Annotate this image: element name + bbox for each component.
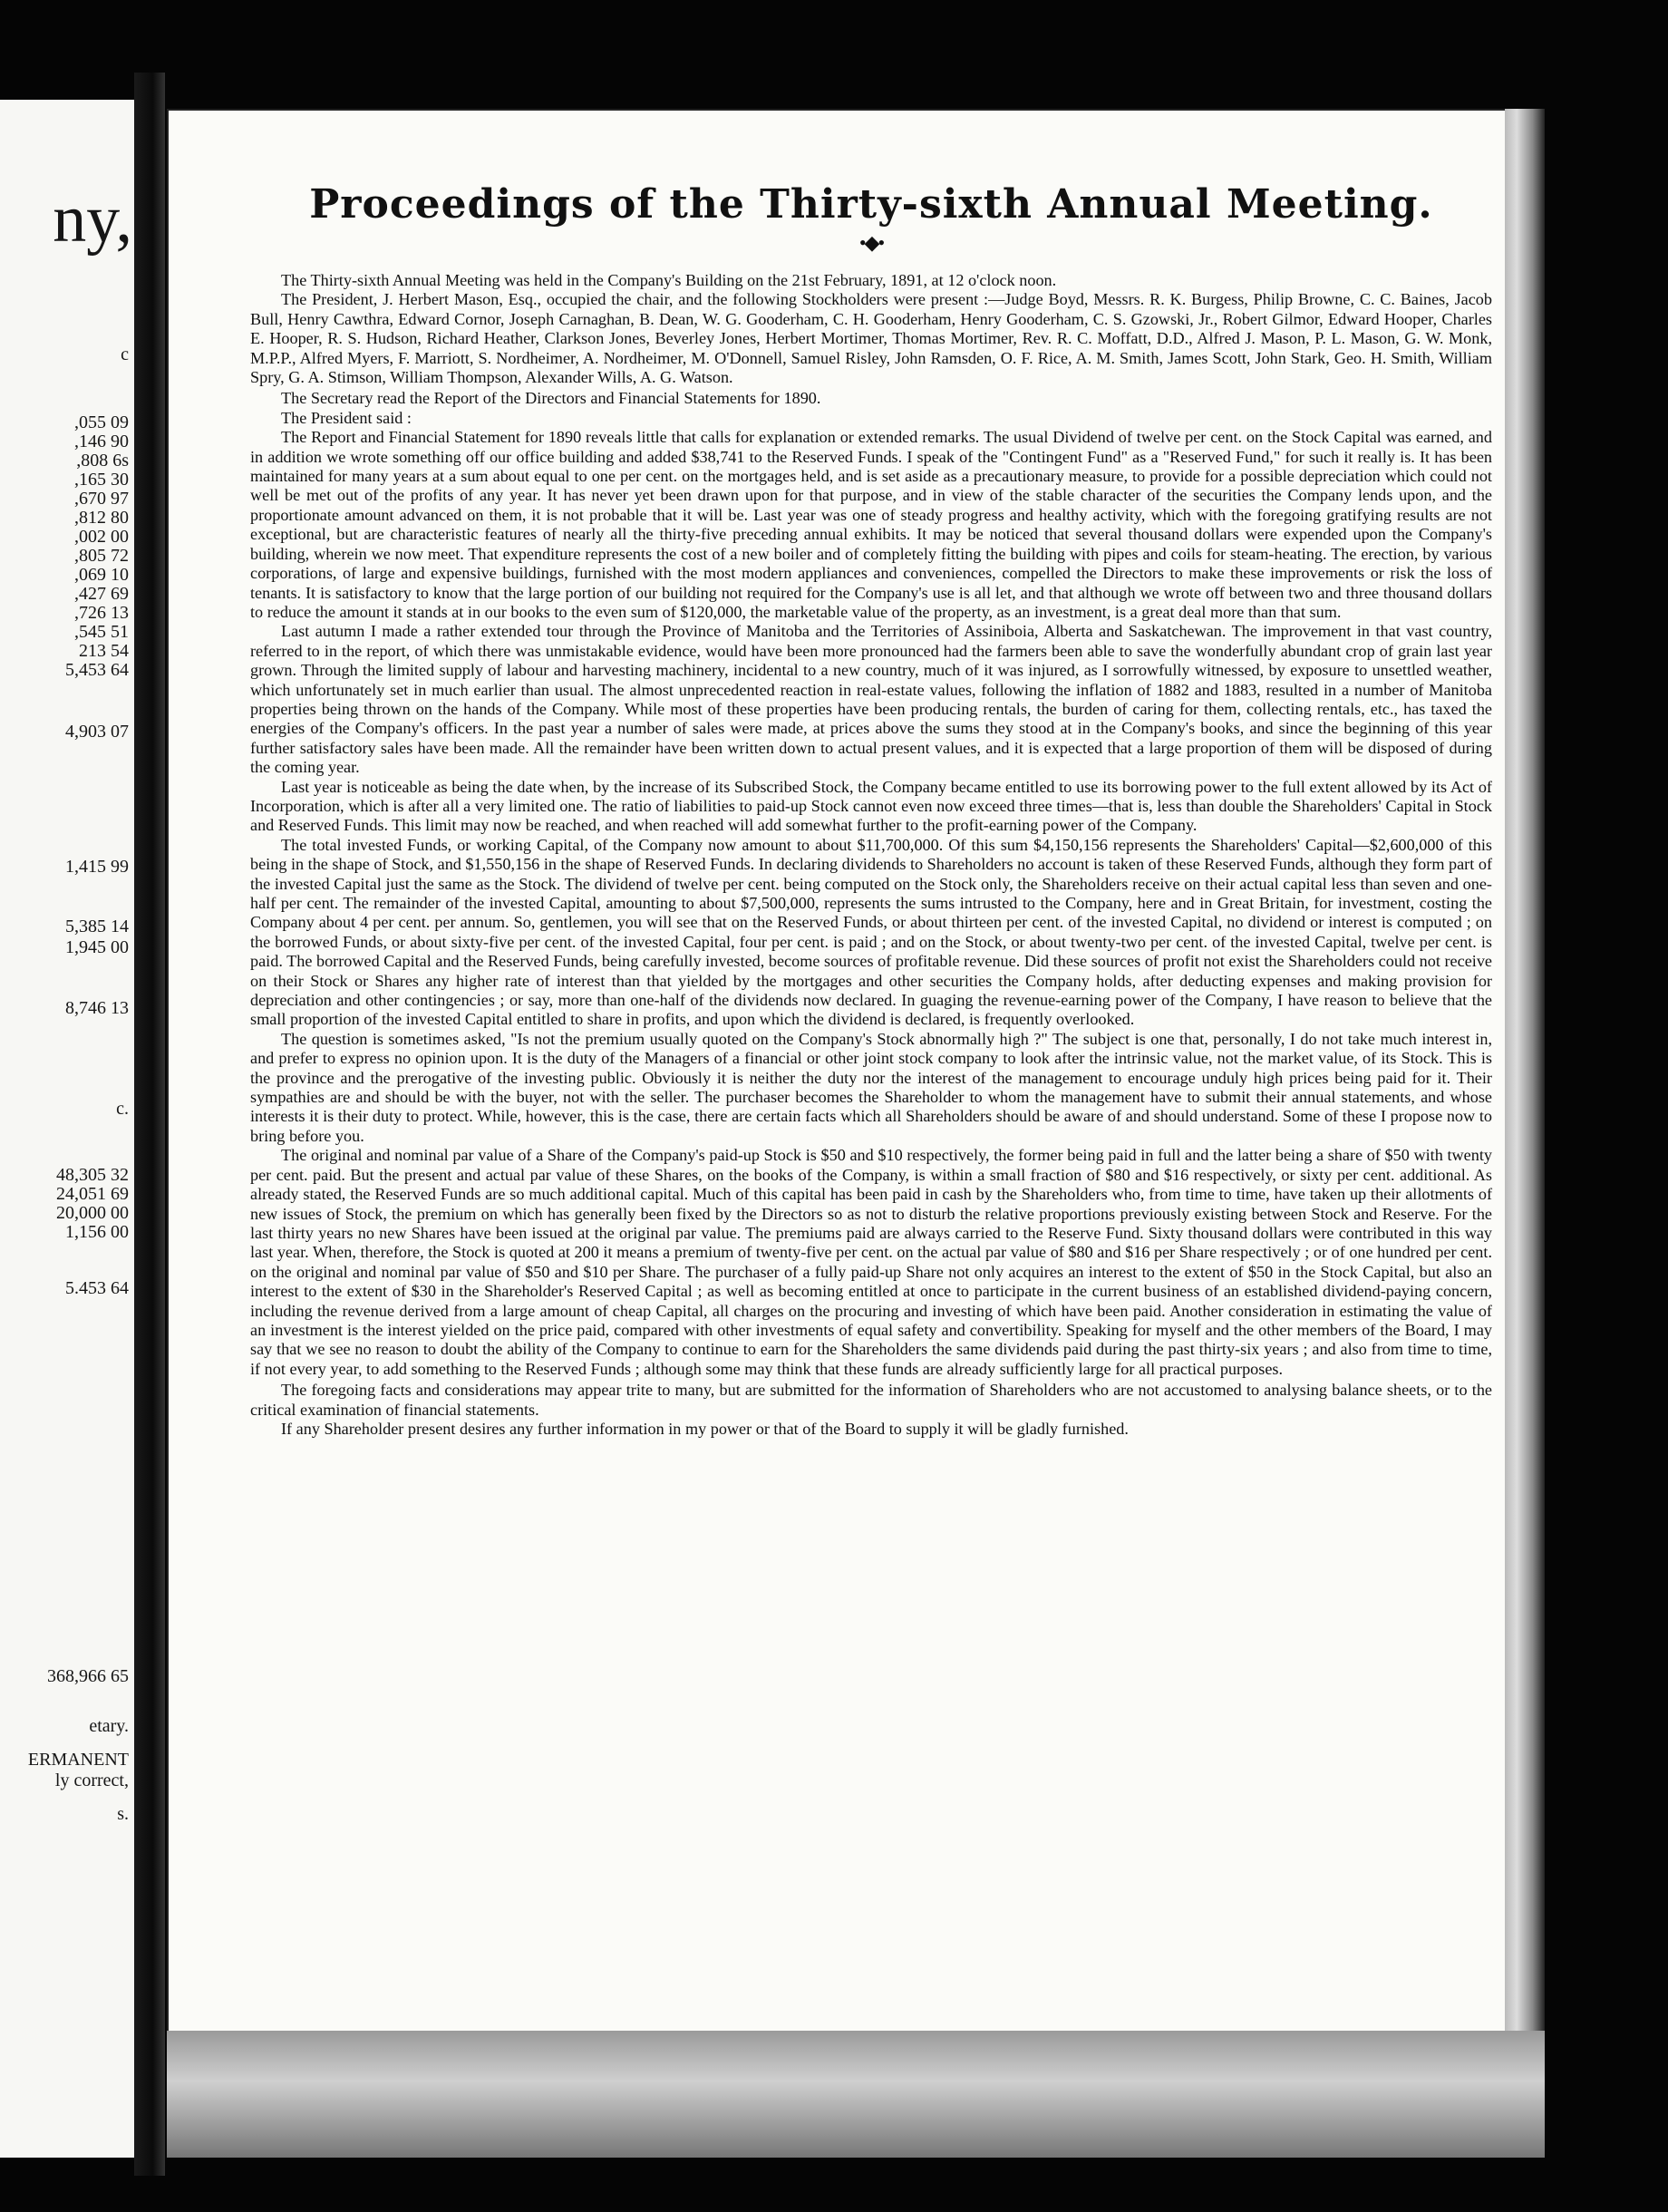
left-page-fragment-n5: ,670 97 [74,489,129,509]
paragraph-meeting-date: The Thirty-sixth Annual Meeting was held in the Company's Building on the 21st February, 1891, at 12 o'clock noon. [281,271,1057,289]
left-page-fragment-n3: ,808 6s [76,451,129,471]
title-ornament: •◆• [858,231,884,254]
left-page-fragment-c1: c [121,344,129,364]
left-page-fragment-n21: 24,051 69 [56,1184,129,1204]
left-facing-page [0,100,134,2158]
paragraph-closing: If any Shareholder present desires any further information in my power or that of the Board to supply it will be gladly furnished. [281,1419,1129,1438]
left-page-fragment-n8: ,805 72 [74,546,129,566]
left-page-fragment-n2: ,146 90 [74,432,129,451]
left-page-fragment-n22: 20,000 00 [56,1203,129,1223]
left-page-fragment-n25: 368,966 65 [47,1666,129,1686]
paragraph-invested-funds: The total invested Funds, or working Capital, of the Company now amount to about $11,700,000. Of this sum $4,150,156 represents the Shareholders' Capital—$2,600,000 of this being in the shape of Stock, and $1,550,156 in the shape of Reserved Funds. In declaring dividends to Shareholders no account is taken of these Reserved Funds, although they form part of the invested Capital just the same as the Stock. The dividend of twelve per cent. being computed on the Stock only, the Shareholders receive on their actual capital less than seven and one-half per cent. The remainder of the invested Capital, amounting to about $7,500,000, represents the sums intrusted to the Company, here and in Great Britain, for investment, costing the Company about 4 per cent. per annum. So, gentlemen, you will see that on the Reserved Funds, or about thirteen per cent. of the invested Capital, no dividend or interest is computed ; on the borrowed Funds, or about sixty-five per cent. of the invested Capital, four per cent. is paid ; and on the Stock, or about twenty-two per cent. of the invested Capital, twelve per cent. is paid. The borrowed Capital and the Reserved Funds, being carefully invested, become sources of profitable revenue. Did these sources of profit not exist the Shareholders could not receive on their Stock or Shares any higher rate of interest than that yielded by the mortgages and other securities the Company holds, after deducting expenses and making provision for depreciation and other contingencies ; or say, more than one-half of the dividends now declared. In guaging the revenue-earning power of the Company, I have reason to believe that the small proportion of the invested Capital entitled to share in profits, and upon which the dividend is declared, is frequently overlooked. [250,835,1492,1029]
left-page-fragment-n16: 1,415 99 [65,857,129,877]
left-page-fragment-c2: c. [116,1099,129,1119]
left-page-fragment-n12: ,545 51 [74,622,129,642]
left-page-fragment-w1: etary. [89,1716,129,1736]
paragraph-borrowing-power: Last year is noticeable as being the date when, by the increase of its Subscribed Stock, the Company became entitled to use its borrowing power to the full extent allowed by its Act of Incorporation, which is after all a very limited one. The ratio of liabilities to paid-up Stock cannot even now exceed three times—that is, less than double the Shareholders' Capital in Stock and Reserved Funds. This limit may now be reached, and when reached will add somewhat further to the profit-earning power of the Company. [250,777,1492,835]
left-page-fragment-n9: ,069 10 [74,565,129,585]
left-page-fragment-w4: s. [117,1804,129,1824]
page-title: Proceedings of the Thirty-sixth Annual Meeting. [309,181,1433,228]
left-page-fragment-n24: 5.453 64 [65,1278,129,1298]
paragraph-financial-statement: The Report and Financial Statement for 1890 reveals little that calls for explanation or extended remarks. The usual Dividend of twelve per cent. on the Stock Capital was earned, and in addition we wrote something off our office building and added $38,741 to the Reserved Funds. I speak of the "Contingent Fund" as a "Reserved Fund," for such it really is. It has been maintained for many years at a sum about equal to one per cent. on the mortgages held, and is set aside as a precautionary measure, to provide for a possible depreciation which could not well be met out of the profits of any year. It has never yet been drawn upon for that purpose, and in view of the stable character of the securities the Company lends upon, and the proportionate amount advanced on them, it is not probable that it will be. Last year was one of steady progress and healthy activity, which with the foregoing gratifying results are not exceptional, but are characteristic features of nearly all the thirty-five preceding annual exhibits. It may be noticed that several thousand dollars were expended upon the Company's building, wherein we now meet. That expenditure represents the cost of a new boiler and of completely fitting the building with pipes and coils for steam-heating. The erection, by various corporations, of large and expensive buildings, furnished with the most modern appliances and conveniences, compelled the Directors to make these improvements or risk the loss of tenants. It is satisfactory to know that the large portion of our building not required for the Company's use is all let, and that although we wrote off between two and three thousand dollars to reduce the amount it stands at in our books to the even sum of $120,000, the marketable value of the property, as an investment, is a great deal more than that sum. [250,428,1492,621]
paragraph-premium-question: The question is sometimes asked, "Is not the premium usually quoted on the Company's Stock abnormally high ?" The subject is one that, personally, I do not take much interest in, and prefer to express no opinion upon. It is the duty of the Managers of a financial or other joint stock company to look after the intrinsic value, not the market value, of its Stock. This is the province and the prerogative of the investing public. Obviously it is neither the duty nor the interest of the management to encourage unduly high prices being paid for it. Their sympathies are and should be with the buyer, not with the seller. The purchaser becomes the Shareholder to whom the management have to submit their annual statements, and whose interests it is their duty to protect. While, however, this is the case, there are certain facts which all Shareholders should be aware of and should understand. Some of these I propose now to bring before you. [250,1029,1492,1145]
book-gutter [134,73,165,2176]
left-page-fragment-n19: 8,746 13 [65,998,129,1018]
page-content [250,181,1492,1439]
left-page-fragment-n7: ,002 00 [74,527,129,547]
paragraph-manitoba-tour: Last autumn I made a rather extended tour through the Province of Manitoba and the Territories of Assiniboia, Alberta and Saskatchewan. The improvement in that vast country, referred to in the report, of which there was unmistakable evidence, would have been more pronounced had the farmers been able to save the wonderfully abundant crop of grain last year grown. Through the limited supply of labour and harvesting machinery, incidental to a new country, much of it was injured, as I sorrowfully witnessed, by exposure to unsettled weather, which unfortunately set in much earlier than usual. The almost unprecedented reaction in real-estate values, following the inflation of 1882 and 1883, resulted in a number of Manitoba properties being thrown on the hands of the Company. While most of these properties have been producing rentals, the burden of caring for them, collecting rentals, etc., has taxed the energies of the Company's officers. In the past year a number of sales were made, at prices above the sums they stood at in the Company's books, and since the beginning of this year further satisfactory sales have been made. All the remainder have been written down to actual present values, and it is expected that a large proportion of them will be disposed of during the coming year. [250,622,1492,777]
paragraph-attendance: The President, J. Herbert Mason, Esq., occupied the chair, and the following Stockholders were present :—Judge Boyd, Messrs. R. K. Burgess, Philip Browne, C. C. Baines, Jacob Bull, Henry Cawthra, Edward Cornor, Joseph Carnaghan, B. Dean, W. G. Gooderham, C. H. Gooderham, Henry Gooderham, C. S. Gzowski, Jr., Robert Gilmor, Edward Hooper, Charles E. Hooper, R. S. Hudson, Richard Heather, Clarkson Jones, Beverley Jones, Herbert Mortimer, Thomas Mortimer, Rev. R. C. Moffatt, D.D., Alfred J. Mason, P. L. Mason, G. W. Monk, M.P.P., Alfred Myers, F. Marriott, S. Nordheimer, A. Nordheimer, M. O'Donnell, Samuel Risley, John Ramsden, O. F. Rice, A. M. Smith, James Scott, John Stark, Geo. H. Smith, William Spry, G. A. Stimson, William Thompson, Alexander Wills, A. G. Watson. [250,290,1492,387]
paragraph-president-said: The President said : [281,408,412,427]
left-page-fragment-n20: 48,305 32 [56,1165,129,1185]
paragraph-secretary: The Secretary read the Report of the Directors and Financial Statements for 1890. [281,389,821,408]
left-page-fragment-n23: 1,156 00 [65,1222,129,1242]
left-page-fragment-n1: ,055 09 [74,412,129,432]
document-page [167,109,1545,2158]
paragraph-foregoing-facts: The foregoing facts and considerations may appear trite to many, but are submitted for the information of Shareholders who are not accustomed to analysing balance sheets, or to the critical examination of financial statements. [250,1381,1492,1419]
left-page-fragment-n13: 213 54 [79,641,129,661]
left-page-fragment-n11: ,726 13 [74,603,129,623]
left-page-fragment-n6: ,812 80 [74,508,129,528]
left-page-fragment-n4: ,165 30 [74,470,129,490]
left-page-fragment-n17: 5,385 14 [65,917,129,936]
paragraph-par-value: The original and nominal par value of a Share of the Company's paid-up Stock is $50 and $10 respectively, the former being paid in full and the latter being a share of $50 with twenty per cent. paid. But the present and actual par value of these Shares, on the books of the Company, is within a small fraction of $80 and $16 respectively, or sixty per cent. additional. As already stated, the Reserved Funds are so much additional capital. Much of this capital has been paid in cash by the Shareholders who, from time to time, have taken up their allotments of new issues of Stock, the premium on which has generally been fixed by the Directors so as not to disturb the relative proportions previously existing between Stock and Reserve. For the last thirty years no new Shares have been issued at the original par value. The premiums paid are always carried to the Reserve Fund. Sixty thousand dollars were contributed in this way last year. When, therefore, the Stock is quoted at 200 it means a premium of twenty-five per cent. on the actual par value of $80 and $16 per Share respectively ; or of one hundred per cent. on the original and nominal par value of $50 and $10 per Share. The purchaser of a fully paid-up Share not only acquires an interest to the extent of $50 in the Stock Capital, but also an interest to the extent of $30 in the Shareholder's Reserved Capital ; as well as becoming entitled at once to participate in the current business of an established dividend-paying concern, including the revenue derived from a large amount of cheap Capital, all charges on the procuring and investing of which have been paid. Another consideration in estimating the value of an investment is the interest yielded on the price paid, compared with other investments of equal safety and convertibility. Speaking for myself and the other members of the Board, I may say that we see no reason to doubt the ability of the Company to continue to earn for the Shareholders the same dividends paid during the past thirty-six years ; and also from time to time, if not every year, to add something to the Reserved Funds ; although some may think that these funds are already sufficiently large for all practical purposes. [250,1146,1492,1378]
page-edge [1505,109,1545,2158]
left-page-fragment-n10: ,427 69 [74,584,129,604]
left-page-fragment-w2: ERMANENT [27,1750,129,1770]
left-page-fragment-n15: 4,903 07 [65,722,129,742]
left-page-fragment-n18: 1,945 00 [65,937,129,957]
left-page-fragment-w3: ly correct, [54,1771,129,1790]
left-page-fragment-n14: 5,453 64 [65,660,129,680]
left-page-fragment-ny: ny, [53,182,132,257]
scan-bottom-bar [167,2031,1545,2158]
